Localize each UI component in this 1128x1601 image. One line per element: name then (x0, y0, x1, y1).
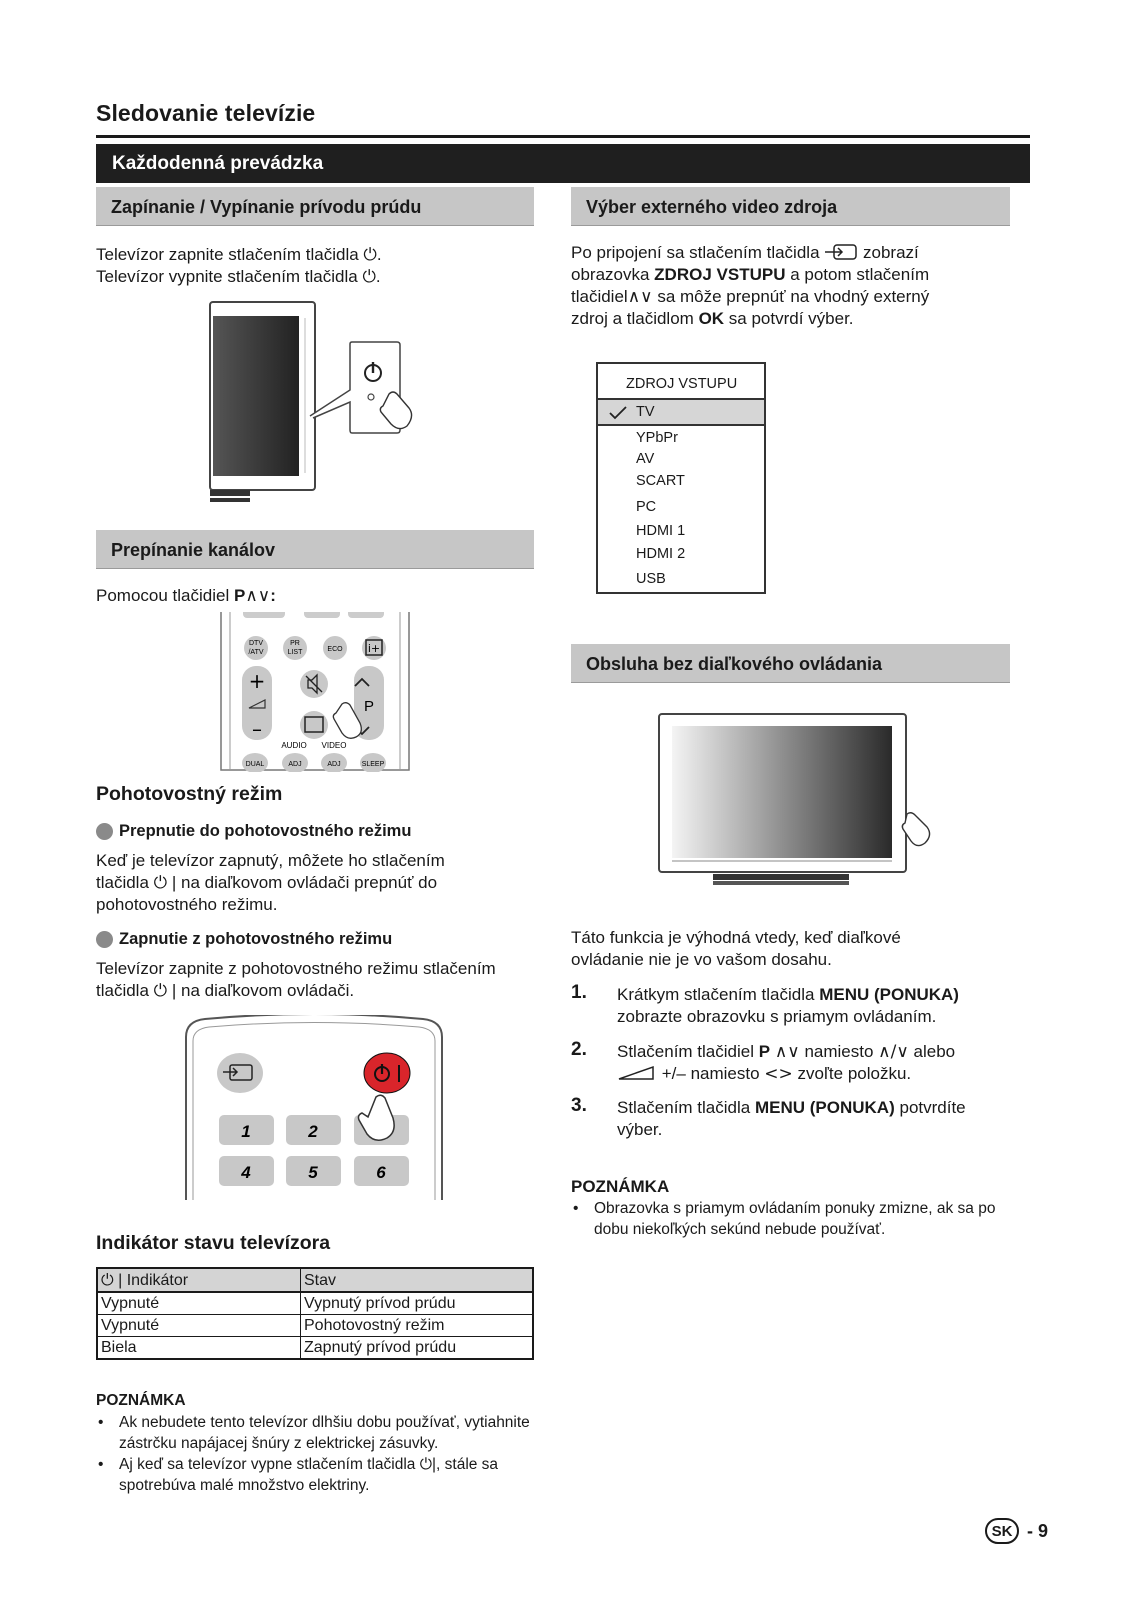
svg-text:+: + (248, 669, 266, 693)
note-item: • Aj keď sa televízor vypne stlačením tlačidla ⏻|, stále sa spotrebúva malé množstvo elektriny. (96, 1454, 536, 1496)
power-icon: ⏻ (419, 1455, 432, 1473)
digit-key-4: 4 (241, 1163, 251, 1182)
menu-item[interactable]: USB (636, 571, 666, 587)
direct-subheader: Obsluha bez diaľkového ovládania (571, 644, 1010, 683)
page-title: Sledovanie televízie (96, 100, 316, 126)
power-icon: ⏻ (153, 873, 168, 893)
bullet-dot (96, 823, 113, 840)
sleep-label: SLEEP (361, 761, 385, 768)
note-item: • Ak nebudete tento televízor dlhšiu dobu používať, vytiahnite zástrčku napájacej šnúry z elektrickej zásuvky. (96, 1412, 536, 1454)
digit-key-1: 1 (241, 1122, 251, 1141)
tv-front-illustration (655, 710, 935, 890)
digit-key-5: 5 (308, 1163, 318, 1182)
left-right-arrows-icon: <> (764, 1064, 793, 1084)
table-row (97, 1292, 533, 1315)
menu-item[interactable]: PC (636, 499, 657, 515)
audio-label: AUDIO (281, 741, 307, 750)
standby-sub1: Prepnutie do pohotovostného režimu (96, 822, 411, 841)
title-rule (96, 135, 1030, 138)
menu-item[interactable]: HDMI 1 (636, 523, 686, 539)
bullet-dot (96, 931, 113, 948)
p-label: P (363, 698, 375, 715)
standby-para1: Keď je televízor zapnutý, môžete ho stlačením tlačidla ⏻ | na diaľkovom ovládači prepnúť do pohotovostného režimu. (96, 851, 445, 914)
table-cell: Biela (97, 1337, 301, 1360)
channels-subheader: Prepínanie kanálov (96, 530, 534, 569)
standby-para2: Televízor zapnite z pohotovostného režimu stlačením tlačidla ⏻ | na diaľkovom ovládači. (96, 959, 496, 1001)
menu-title: ZDROJ VSTUPU (626, 376, 738, 392)
power-subheader: Zapínanie / Vypínanie prívodu prúdu (96, 187, 534, 226)
step-2: Stlačením tlačidiel P ∧∨ namiesto ∧/∨ alebo +/– namiesto <> zvoľte položku. (617, 1042, 956, 1084)
pr-label: PR (290, 640, 300, 647)
power-icon: ⏻ (363, 245, 377, 265)
note-title-left: POZNÁMKA (96, 1392, 186, 1409)
volume-icon (617, 1065, 657, 1081)
table-header-cell: ⏻ | Indikátor (97, 1268, 301, 1292)
digit-key-6: 6 (376, 1163, 386, 1182)
adj-label-1: ADJ (288, 761, 302, 768)
dual-label: DUAL (245, 761, 265, 768)
step-1: Krátkym stlačením tlačidla MENU (PONUKA) zobrazte obrazovku s priamym ovládaním. (617, 985, 959, 1026)
up-down-arrows-icon: ∧∨ (627, 287, 653, 307)
step-3: Stlačením tlačidla MENU (PONUKA) potvrdíte výber. (617, 1098, 966, 1139)
table-cell: Pohotovostný režim (301, 1315, 534, 1337)
input-source-menu (596, 362, 766, 594)
adj-label-2: ADJ (327, 761, 341, 768)
power-text (96, 244, 382, 288)
indicator-heading: Indikátor stavu televízora (96, 1232, 331, 1254)
checkmark-icon (608, 405, 628, 421)
table-cell: Zapnutý prívod prúdu (301, 1337, 534, 1360)
tv-power-button-illustration (205, 298, 425, 513)
note-item: • Obrazovka s priamym ovládaním ponuky zmizne, ak sa po dobu niekoľkých sekúnd nebude používať. (571, 1198, 1011, 1240)
page-number-text: - 9 (1027, 1520, 1049, 1541)
atv-label: /ATV (248, 649, 264, 656)
power-off-line: Televízor vypnite stlačením tlačidla ⏻. (96, 267, 381, 287)
direct-intro: Táto funkcia je výhodná vtedy, keď diaľkové ovládanie nie je vo vašom dosahu. (571, 928, 901, 969)
eco-label: ECO (327, 646, 343, 653)
power-icon: ⏻ (362, 267, 376, 287)
video-label: VIDEO (321, 741, 347, 750)
menu-item-selected[interactable]: TV (598, 398, 764, 426)
remote-channel-illustration (218, 612, 414, 772)
digit-key-2: 2 (308, 1122, 318, 1141)
remote-power-illustration (183, 1015, 445, 1200)
table-cell: Vypnutý prívod prúdu (301, 1292, 534, 1315)
note-title-right: POZNÁMKA (571, 1177, 670, 1196)
step-number: 2. (571, 1039, 587, 1060)
page-number (985, 1518, 1048, 1544)
table-cell: Vypnuté (97, 1315, 301, 1337)
menu-item[interactable]: AV (636, 451, 655, 467)
table-cell: Vypnuté (97, 1292, 301, 1315)
menu-item[interactable]: HDMI 2 (636, 546, 686, 562)
menu-item[interactable]: SCART (636, 473, 685, 489)
power-icon: ⏻ (153, 981, 168, 1001)
note-list-right (571, 1198, 1011, 1240)
table-row (97, 1337, 533, 1360)
external-subheader: Výber externého video zdroja (571, 187, 1010, 226)
step-number: 1. (571, 982, 587, 1003)
up-down-arrows-icon: ∧∨ (774, 1042, 800, 1062)
up-down-arrows-icon: ∧/∨ (878, 1042, 909, 1062)
power-icon: ⏻ (101, 1270, 114, 1289)
power-on-line: Televízor zapnite stlačením tlačidla ⏻. (96, 245, 382, 265)
list-label: LIST (287, 649, 303, 656)
section-header: Každodenná prevádzka (96, 144, 1030, 183)
indicator-table (96, 1267, 534, 1360)
table-row (97, 1315, 533, 1337)
dtv-label: DTV (249, 640, 263, 647)
standby-heading: Pohotovostný režim (96, 783, 283, 805)
menu-item[interactable]: YPbPr (636, 430, 678, 446)
language-badge: SK (985, 1518, 1019, 1544)
table-header-cell: Stav (301, 1268, 534, 1292)
step-number: 3. (571, 1095, 587, 1116)
table-header-row (97, 1268, 533, 1292)
standby-sub2: Zapnutie z pohotovostného režimu (96, 930, 392, 949)
up-down-arrows-icon: ∧∨ (245, 586, 271, 606)
channels-text: Pomocou tlačidiel P∧∨: (96, 586, 276, 606)
input-source-icon (824, 243, 858, 261)
external-text: Po pripojení sa stlačením tlačidla zobrazí obrazovka ZDROJ VSTUPU a potom stlačením tlačidiel∧∨ sa môže prepnúť na vhodný externý zdroj a tlačidlom OK sa potvrdí výber. (571, 243, 930, 328)
note-list-left (96, 1412, 536, 1496)
svg-text:i+: i+ (367, 642, 381, 655)
svg-text:–: – (252, 717, 262, 741)
